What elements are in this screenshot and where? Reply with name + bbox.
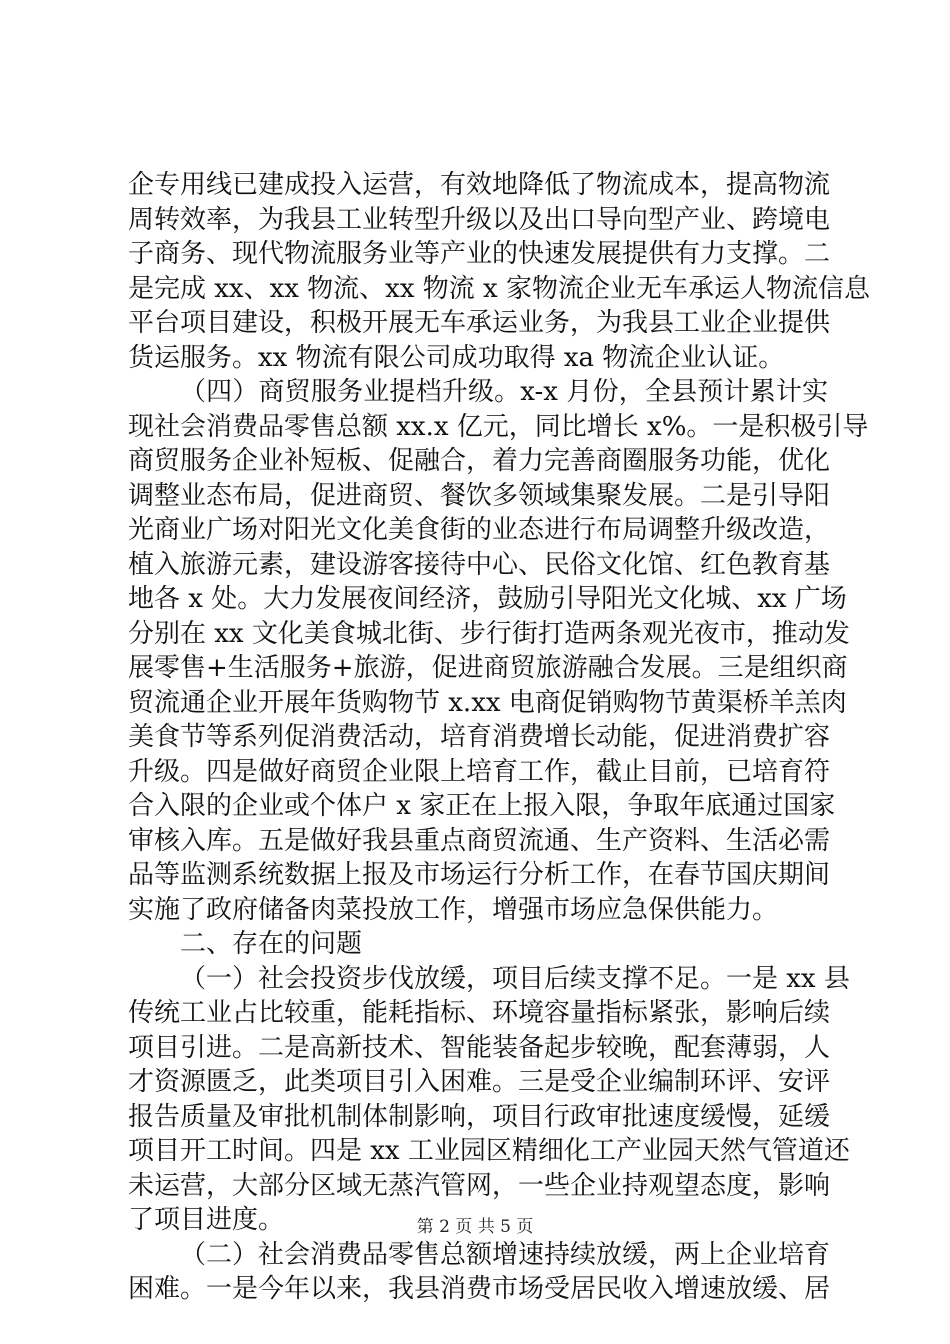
text-line: 了项目进度。 — [128, 1205, 285, 1235]
text-line: 二、存在的问题 — [180, 929, 363, 959]
text-line: 分别在 xx 文化美食城北街、步行街打造两条观光夜市，推动发 — [128, 618, 850, 649]
text-line: 货运服务。xx 物流有限公司成功取得 xa 物流企业认证。 — [128, 342, 785, 373]
text-line: 商贸服务企业补短板、促融合，着力完善商圈服务功能，优化 — [128, 446, 831, 476]
text-line: 传统工业占比较重，能耗指标、环境容量指标紧张，影响后续 — [128, 998, 831, 1028]
text-line: 现社会消费品零售总额 xx.x 亿元，同比增长 x%。一是积极引导 — [128, 411, 869, 442]
text-line: 实施了政府储备肉菜投放工作，增强市场应急保供能力。 — [128, 894, 779, 925]
text-line: 周转效率，为我县工业转型升级以及出口导向型产业、跨境电 — [128, 204, 831, 235]
text-line: 企专用线已建成投入运营，有效地降低了物流成本，提高物流 — [128, 170, 831, 200]
text-line: 地各 x 处。大力发展夜间经济，鼓励引导阳光文化城、xx 广场 — [128, 584, 847, 614]
text-line: 项目引进。二是高新技术、智能装备起步较晚，配套薄弱，人 — [128, 1032, 831, 1063]
text-line: 才资源匮乏，此类项目引入困难。三是受企业编制环评、安评 — [128, 1067, 831, 1097]
text-line: 审核入库。五是做好我县重点商贸流通、生产资料、生活必需 — [128, 825, 831, 856]
text-line: 困难。一是今年以来，我县消费市场受居民收入增速放缓、居 — [128, 1274, 831, 1304]
text-line: 项目开工时间。四是 xx 工业园区精细化工产业园天然气管道还 — [128, 1136, 850, 1166]
text-line: 展零售+生活服务+旅游，促进商贸旅游融合发展。三是组织商 — [128, 653, 848, 683]
document-body — [128, 168, 870, 1307]
text-line: （二）社会消费品零售总额增速持续放缓，两上企业培育 — [180, 1239, 831, 1270]
text-line: 贸流通企业开展年货购物节 x.xx 电商促销购物节黄渠桥羊羔肉 — [128, 687, 847, 718]
text-line: 平台项目建设，积极开展无车承运业务，为我县工业企业提供 — [128, 308, 831, 338]
text-line: 调整业态布局，促进商贸、餐饮多领域集聚发展。二是引导阳 — [128, 480, 831, 511]
text-line: 是完成 xx、xx 物流、xx 物流 x 家物流企业无车承运人物流信息 — [128, 273, 870, 304]
text-line: 光商业广场对阳光文化美食街的业态进行布局调整升级改造， — [128, 515, 831, 545]
text-line: 美食节等系列促消费活动，培育消费增长动能，促进消费扩容 — [128, 722, 831, 752]
text-line: （一）社会投资步伐放缓，项目后续支撑不足。一是 xx 县 — [180, 963, 850, 994]
text-line: 升级。四是做好商贸企业限上培育工作，截止目前，已培育符 — [128, 756, 831, 787]
page-footer: 第 2 页 共 5 页 — [416, 1217, 534, 1237]
text-line: 合入限的企业或个体户 x 家正在上报入限，争取年底通过国家 — [128, 791, 836, 821]
text-line: 未运营，大部分区域无蒸汽管网，一些企业持观望态度，影响 — [128, 1170, 831, 1201]
text-line: 子商务、现代物流服务业等产业的快速发展提供有力支撑。二 — [128, 239, 831, 269]
text-line: 报告质量及审批机制体制影响，项目行政审批速度缓慢，延缓 — [128, 1101, 831, 1132]
text-line: （四）商贸服务业提档升级。x-x 月份，全县预计累计实 — [180, 377, 828, 407]
text-line: 品等监测系统数据上报及市场运行分析工作，在春节国庆期间 — [128, 860, 831, 890]
text-line: 植入旅游元素，建设游客接待中心、民俗文化馆、红色教育基 — [128, 549, 831, 580]
